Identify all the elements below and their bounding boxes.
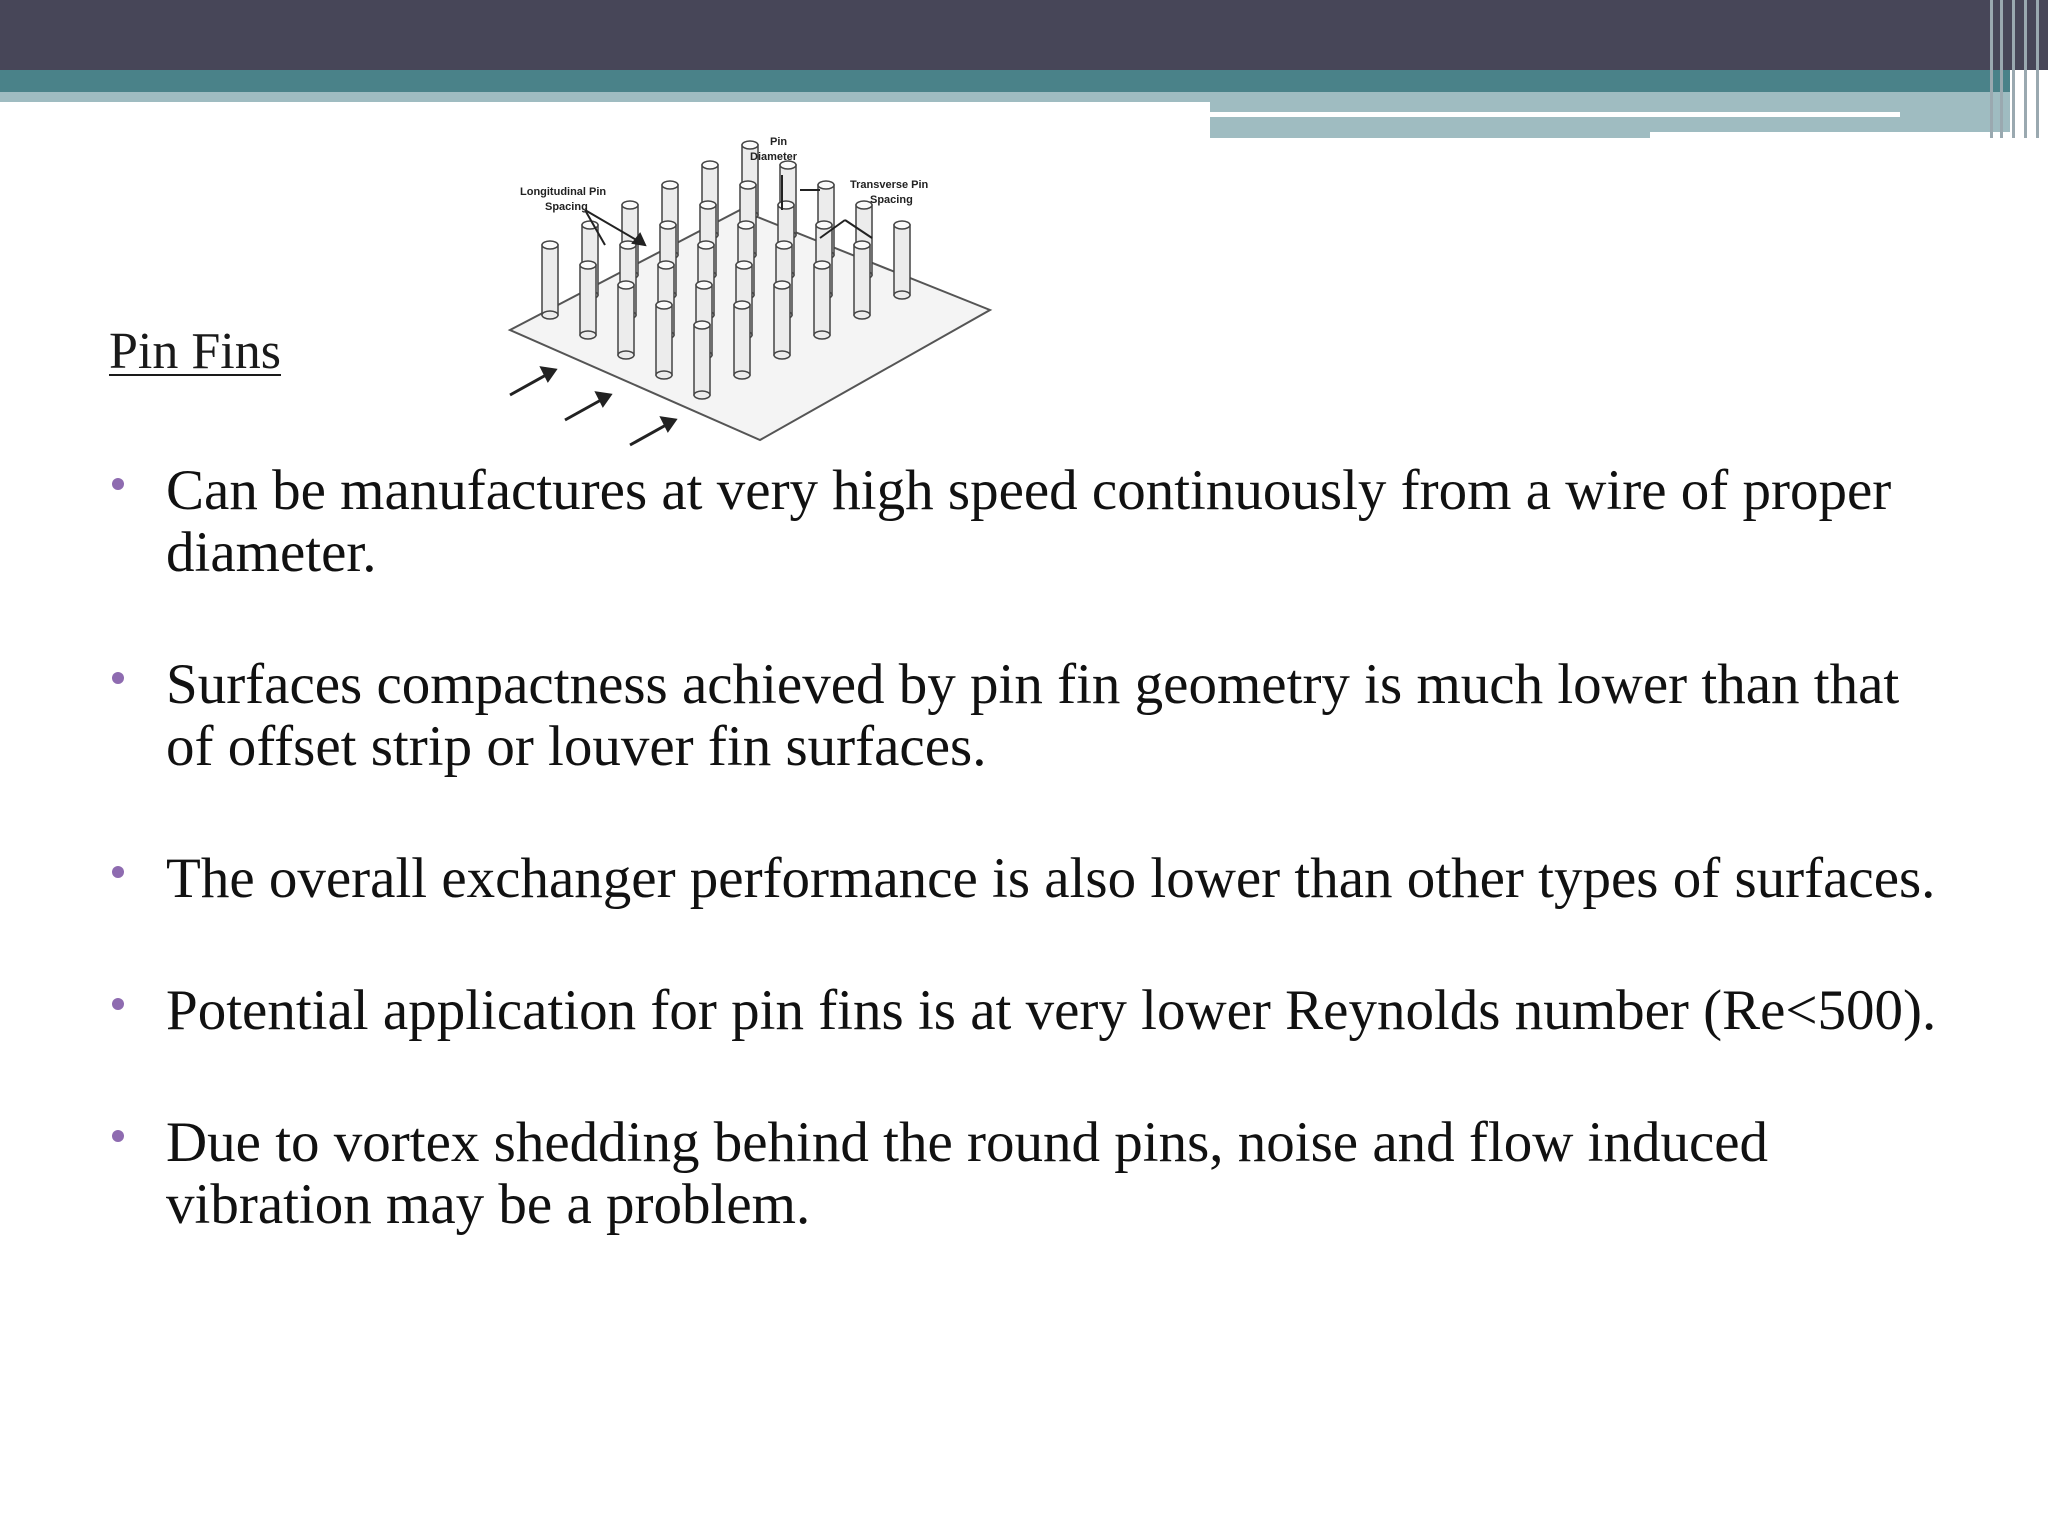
pin-fin xyxy=(814,261,830,339)
bullet-item xyxy=(110,654,1950,778)
light-teal-accent-bar xyxy=(0,92,1210,102)
longitudinal-spacing-label-2: Spacing xyxy=(545,201,588,213)
bullet-dot-icon xyxy=(112,478,124,490)
vertical-rule-2 xyxy=(2000,0,2003,138)
pin-fin xyxy=(694,321,710,399)
pin-fin xyxy=(894,221,910,299)
transverse-spacing-label-1: Transverse Pin xyxy=(850,179,929,191)
bullet-text: The overall exchanger performance is also lower than other types of surfaces. xyxy=(166,847,1936,910)
white-rule-2 xyxy=(1650,132,2010,138)
pin-fin xyxy=(854,241,870,319)
pin-fin xyxy=(656,301,672,379)
longitudinal-spacing-label-1: Longitudinal Pin xyxy=(520,186,607,198)
vertical-rule-1 xyxy=(1990,0,1993,138)
pin-fin xyxy=(774,281,790,359)
bullet-dot-icon xyxy=(112,998,124,1010)
bullet-dot-icon xyxy=(112,866,124,878)
bullet-item xyxy=(110,848,1950,910)
title-band xyxy=(0,0,2048,70)
pin-diameter-label-1: Pin xyxy=(770,136,788,148)
vertical-rule-3 xyxy=(2012,0,2015,138)
bullet-dot-icon xyxy=(112,672,124,684)
teal-accent-bar xyxy=(0,70,2010,92)
bullet-text: Due to vortex shedding behind the round pins, noise and flow induced vibration may be a problem. xyxy=(166,1111,1769,1236)
white-rule-1 xyxy=(1210,112,1900,117)
bullet-text: Surfaces compactness achieved by pin fin geometry is much lower than that of offset strip or louver fin surfaces. xyxy=(166,653,1900,778)
bullet-item xyxy=(110,980,1950,1042)
pin-fin xyxy=(618,281,634,359)
pin-fin xyxy=(580,261,596,339)
vertical-rule-5 xyxy=(2036,0,2039,138)
transverse-spacing-label-2: Spacing xyxy=(870,194,913,206)
slide-heading: Pin Fins xyxy=(109,323,281,380)
vertical-rule-4 xyxy=(2024,0,2027,138)
bullet-item xyxy=(110,1112,1950,1236)
pin-fin xyxy=(734,301,750,379)
bullet-item xyxy=(110,460,1950,584)
bullet-text: Can be manufactures at very high speed continuously from a wire of proper diameter. xyxy=(166,459,1892,584)
pin-diameter-label-2: Diameter xyxy=(750,151,798,163)
bullet-text: Potential application for pin fins is at very lower Reynolds number (Re<500). xyxy=(166,979,1937,1042)
pin-fin-diagram xyxy=(500,130,1000,450)
pin-fin xyxy=(542,241,558,319)
bullet-dot-icon xyxy=(112,1130,124,1142)
bullet-list xyxy=(110,460,1950,1306)
